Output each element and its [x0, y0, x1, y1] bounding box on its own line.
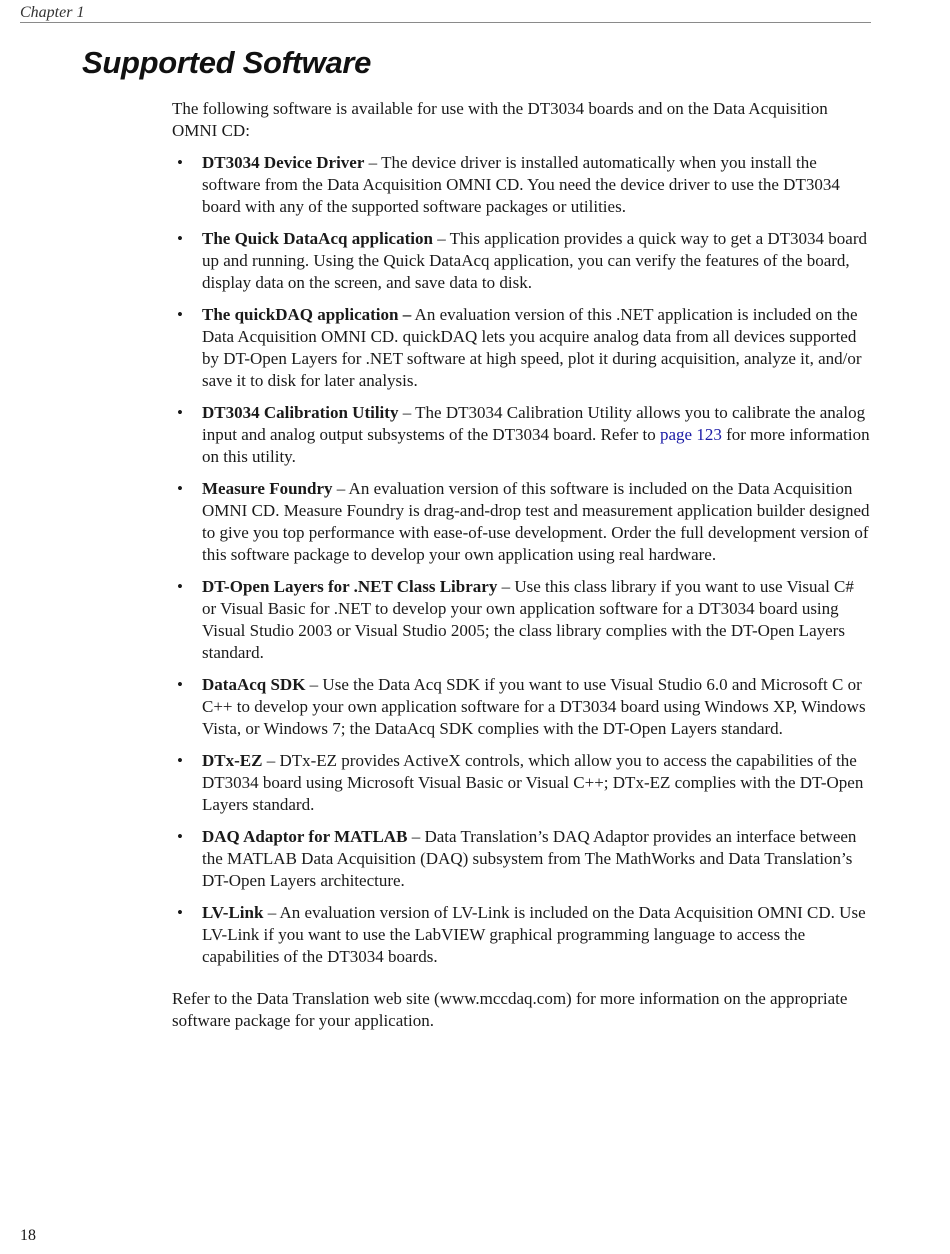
intro-paragraph: The following software is available for use with the DT3034 boards and on the Data Acquisition OMNI CD: [172, 99, 828, 140]
list-item-device-driver [172, 152, 872, 218]
item-text: – This application provides a quick way to get a DT3034 board up and running. Using the Quick DataAcq application, you can verify the features of the board, display data on the screen, and save data to disk. [202, 229, 867, 292]
bullet-icon: • [177, 751, 183, 770]
bullet-icon: • [177, 153, 183, 172]
item-text: – The device driver is installed automatically when you install the software from the Data Acquisition OMNI CD. You need the device driver to use the DT3034 board with any of the supported software packages or utilities. [202, 153, 840, 216]
item-term: DTx-EZ [202, 751, 263, 770]
item-term: DT-Open Layers for .NET Class Library [202, 577, 498, 596]
list-item-daq-adaptor [172, 826, 872, 892]
list-item-calibration-utility [172, 402, 872, 468]
bullet-icon: • [177, 479, 183, 498]
item-text: – An evaluation version of this software is included on the Data Acquisition OMNI CD. Measure Foundry is drag-and-drop test and measurement application builder designed to give you top performance with ease-of-use development. Order the full development version of this software package to develop your own application using real hardware. [202, 479, 870, 564]
bullet-icon: • [177, 305, 183, 324]
bullet-icon: • [177, 229, 183, 248]
list-item-quick-dataacq [172, 228, 872, 294]
item-term: The Quick DataAcq application [202, 229, 433, 248]
item-term: Measure Foundry [202, 479, 333, 498]
item-text: – Data Translation’s DAQ Adaptor provides an interface between the MATLAB Data Acquisition (DAQ) subsystem from The MathWorks and Data Translation’s DT-Open Layers architecture. [202, 827, 857, 890]
running-header [20, 3, 871, 23]
bullet-icon: • [177, 403, 183, 422]
item-term: LV-Link [202, 903, 264, 922]
item-term: The quickDAQ application – [202, 305, 412, 324]
page-number: 18 [20, 1227, 36, 1244]
closing-paragraph: Refer to the Data Translation web site (www.mccdaq.com) for more information on the appropriate software package for your application. [172, 989, 848, 1030]
item-text: – DTx-EZ provides ActiveX controls, which allow you to access the capabilities of the DT3034 board using Microsoft Visual Basic or Visual C++; DTx-EZ complies with the DT-Open Layers standard. [202, 751, 864, 814]
item-text: – Use this class library if you want to use Visual C# or Visual Basic for .NET to develop your own application software for a DT3034 board using Visual Studio 2003 or Visual Studio 2005; the class library complies with the DT-Open Layers standard. [202, 577, 854, 662]
item-text: – The DT3034 Calibration Utility allows you to calibrate the analog input and analog output subsystems of the DT3034 board. Refer to [202, 403, 866, 444]
item-term: DT3034 Calibration Utility [202, 403, 399, 422]
bullet-icon: • [177, 827, 183, 846]
item-term: DT3034 Device Driver [202, 153, 365, 172]
list-item-dtx-ez [172, 750, 872, 816]
page-reference-link[interactable]: page 123 [659, 425, 722, 444]
bullet-icon: • [177, 903, 183, 922]
item-text: – Use the Data Acq SDK if you want to use Visual Studio 6.0 and Microsoft C or C++ to develop your own application software for a DT3034 board using Windows XP, Windows Vista, or Windows 7; the DataAcq SDK complies with the DT-Open Layers standard. [202, 675, 866, 738]
page-title: Supported Software [82, 45, 372, 80]
chapter-label: Chapter 1 [20, 4, 85, 21]
list-item-dataacq-sdk [172, 674, 872, 740]
item-text: An evaluation version of this .NET application is included on the Data Acquisition OMNI CD. quickDAQ lets you acquire analog data from all devices supported by DT-Open Layers for .NET software at high speed, plot it during acquisition, analyze it, and/or save it to disk for later analysis. [202, 305, 862, 390]
list-item-lv-link [172, 902, 872, 968]
software-list [172, 152, 872, 968]
item-term: DataAcq SDK [202, 675, 306, 694]
item-text: – An evaluation version of LV-Link is included on the Data Acquisition OMNI CD. Use LV-Link if you want to use the LabVIEW graphical programming language to access the capabilities of the DT3034 boards. [202, 903, 866, 966]
item-term: DAQ Adaptor for MATLAB [202, 827, 408, 846]
list-item-quickdaq [172, 304, 872, 392]
list-item-measure-foundry [172, 478, 872, 566]
list-item-dt-open-layers [172, 576, 872, 664]
bullet-icon: • [177, 675, 183, 694]
body-content [172, 98, 872, 1032]
bullet-icon: • [177, 577, 183, 596]
item-text: for more information on this utility. [202, 425, 870, 466]
